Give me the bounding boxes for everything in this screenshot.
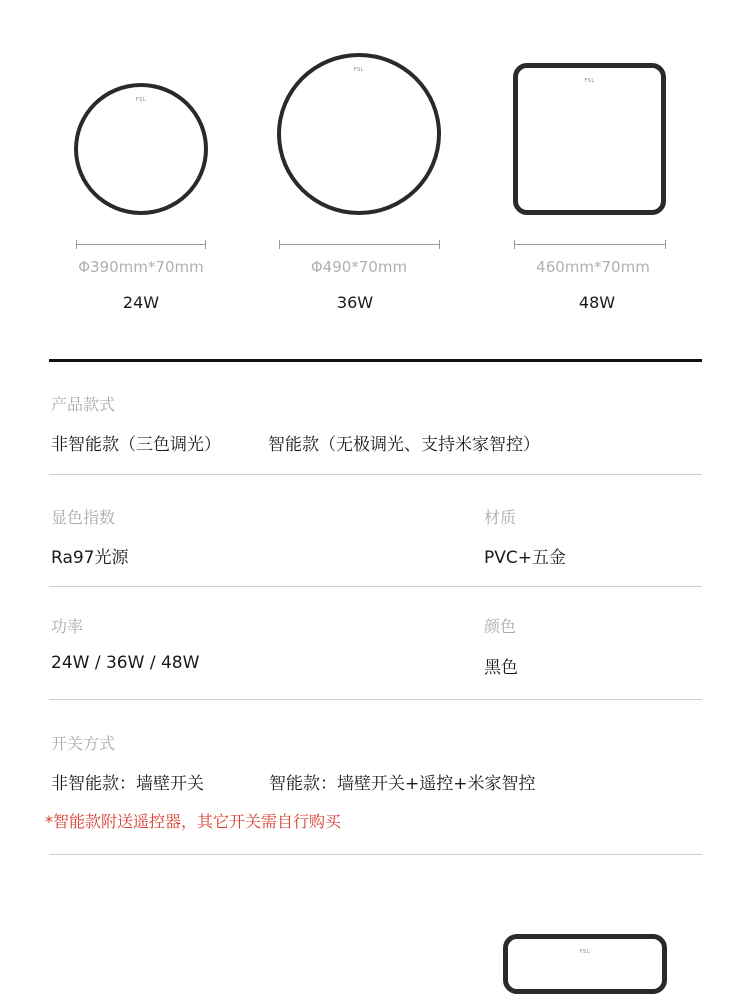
brand-mark: FSL	[584, 78, 595, 84]
remote-note: *智能款附送遥控器，其它开关需自行购买	[45, 812, 342, 831]
row-divider	[49, 699, 702, 700]
lamp-round-small	[74, 83, 208, 215]
dimension-label: Φ490*70mm	[310, 258, 408, 276]
lamp-round-large	[277, 53, 441, 215]
spec-label-power: 功率	[51, 617, 84, 636]
brand-mark: FSL	[135, 97, 147, 103]
spec-value-style-nonsmart: 非智能款（三色调光）	[51, 435, 221, 455]
spec-label-cri: 显色指数	[51, 508, 116, 527]
brand-mark: FSL	[353, 67, 365, 73]
row-divider	[49, 854, 702, 855]
dimension-line	[76, 244, 206, 245]
wattage-label: 24W	[122, 293, 160, 312]
row-divider	[49, 474, 702, 475]
spec-label-color: 颜色	[484, 617, 517, 636]
spec-label-style: 产品款式	[51, 395, 116, 414]
spec-value-material: PVC+五金	[484, 548, 566, 568]
spec-label-switch: 开关方式	[51, 734, 116, 753]
spec-value-switch-smart: 智能款：墙壁开关+遥控+米家智控	[269, 774, 536, 794]
wattage-label: 48W	[578, 293, 616, 312]
spec-value-switch-nonsmart: 非智能款：墙壁开关	[51, 774, 204, 794]
dimension-label: Φ390mm*70mm	[78, 258, 204, 276]
lamp-square	[513, 63, 666, 215]
brand-mark: FSL	[579, 949, 591, 955]
spec-label-material: 材质	[484, 508, 517, 527]
dimension-line	[514, 244, 666, 245]
lamp-square-preview	[503, 934, 667, 994]
spec-value-color: 黑色	[484, 658, 518, 678]
dimension-line	[279, 244, 440, 245]
dimension-label: 460mm*70mm	[536, 258, 650, 276]
section-divider-thick	[49, 359, 702, 362]
spec-value-cri: Ra97光源	[51, 548, 129, 568]
spec-value-style-smart: 智能款（无极调光、支持米家智控）	[268, 435, 540, 455]
wattage-label: 36W	[336, 293, 374, 312]
spec-value-power: 24W / 36W / 48W	[51, 653, 200, 673]
row-divider	[49, 586, 702, 587]
